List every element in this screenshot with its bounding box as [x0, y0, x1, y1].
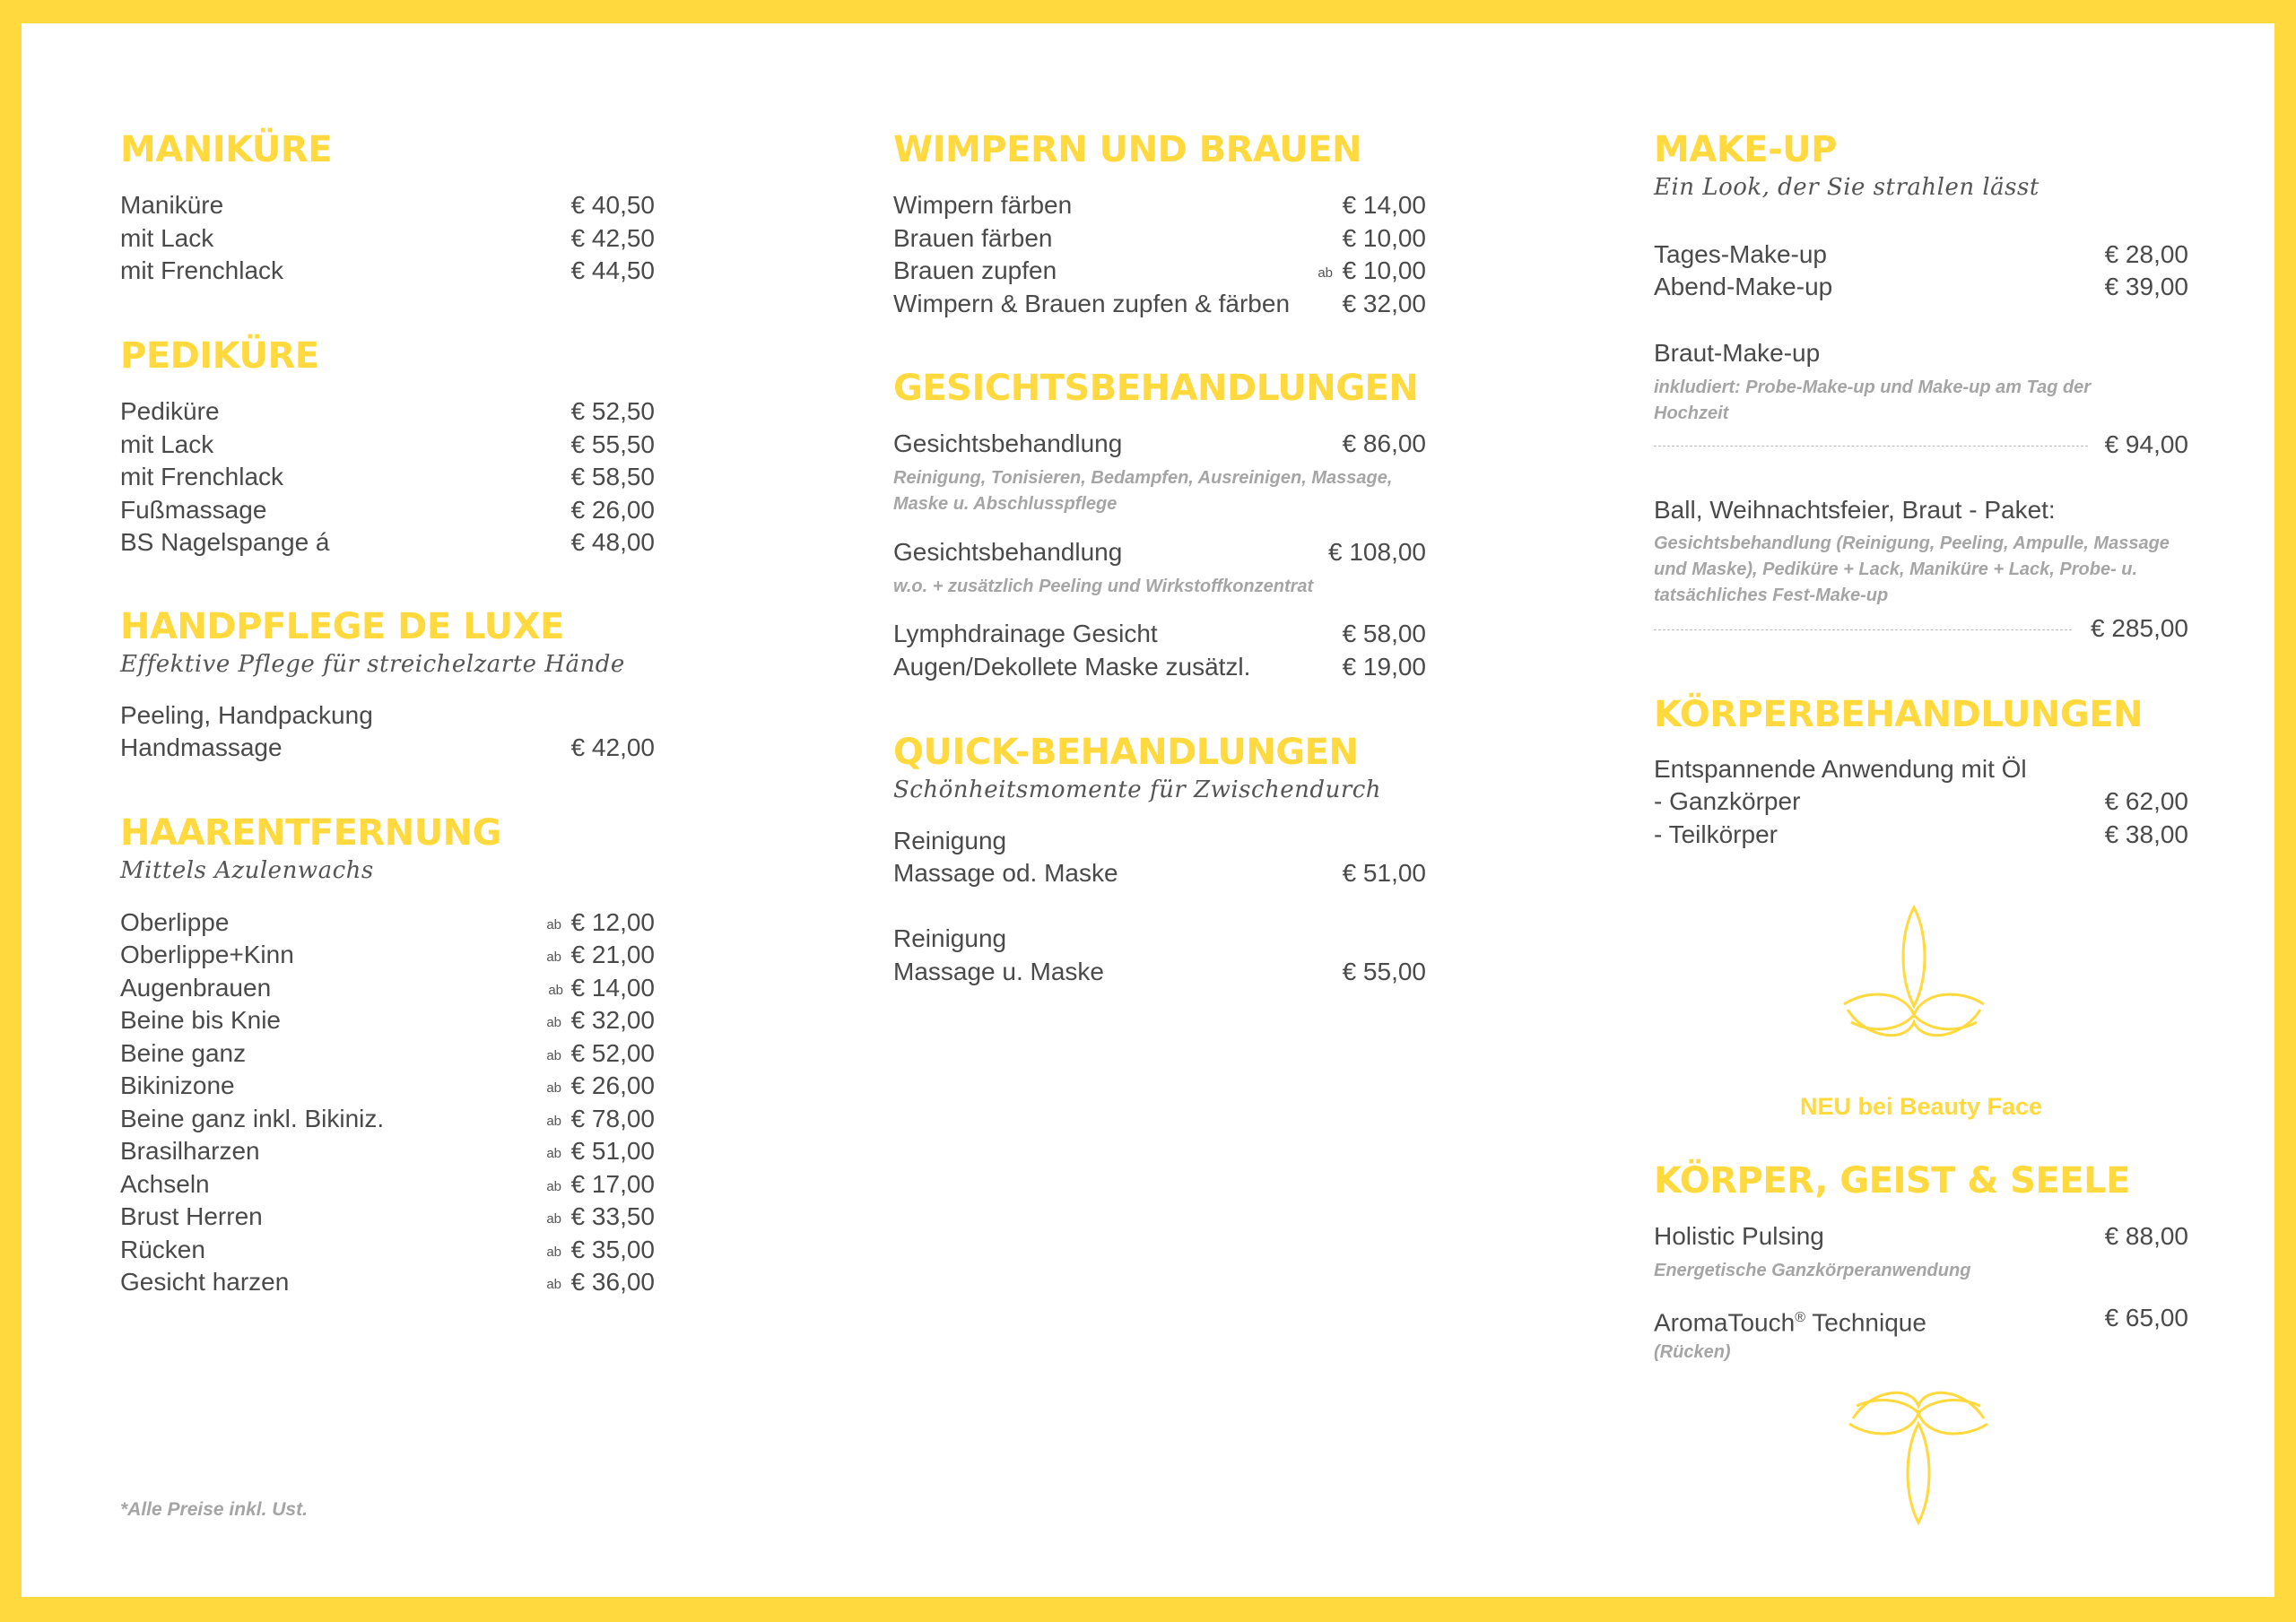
item-note: Reinigung, Tonisieren, Bedampfen, Ausreinigen, Massage, Maske u. Abschlusspflege	[893, 468, 1393, 514]
section-title-seele: KÖRPER, GEIST & SEELE	[1654, 1160, 2130, 1201]
section-title-handpflege: HANDPFLEGE DE LUXE	[120, 606, 564, 647]
price-row	[120, 1103, 655, 1135]
item-name: Brauen färben	[893, 224, 1053, 252]
item-price: € 58,00	[1342, 620, 1426, 647]
item-name: mit Lack	[120, 430, 214, 458]
item-price: € 14,00	[570, 974, 655, 1002]
item-note: (Rücken)	[1654, 1342, 1731, 1362]
price-row	[120, 699, 655, 732]
item-price: € 38,00	[2104, 820, 2188, 848]
item-price: € 42,50	[570, 224, 655, 252]
item-name: Ball, Weihnachtsfeier, Braut - Paket:	[1654, 496, 2056, 524]
price-row	[893, 618, 1426, 650]
item-name: Gesichtsbehandlung	[893, 538, 1123, 566]
item-price: € 10,00	[1342, 256, 1426, 284]
item-name: Massage od. Maske	[893, 859, 1118, 887]
item-name: Achseln	[120, 1170, 210, 1198]
item-price: € 33,50	[570, 1202, 655, 1230]
new-badge-text: NEU bei Beauty Face	[1799, 1093, 2043, 1120]
price-row	[1654, 612, 2188, 645]
price-row	[120, 461, 655, 493]
price-row	[120, 972, 655, 1004]
item-name: Handmassage	[120, 733, 283, 761]
price-row	[1654, 337, 2188, 369]
ab-label: ab	[546, 1048, 561, 1063]
item-price: € 35,00	[570, 1236, 655, 1263]
price-row	[120, 1070, 655, 1102]
item-price: € 39,00	[2104, 273, 2188, 300]
item-name: Oberlippe	[120, 908, 230, 936]
price-row	[120, 395, 655, 428]
lotus-inverted-icon	[1844, 1379, 1993, 1526]
footnote: *Alle Preise inkl. Ust.	[120, 1499, 308, 1520]
item-name: Brasilharzen	[120, 1137, 260, 1165]
item-name: mit Frenchlack	[120, 463, 284, 490]
item-name: Beine ganz	[120, 1039, 247, 1067]
item-price: € 10,00	[1342, 224, 1426, 252]
item-name: Wimpern & Brauen zupfen & färben	[893, 290, 1291, 317]
price-row	[1654, 271, 2188, 303]
price-row	[893, 857, 1426, 889]
price-row	[120, 1234, 655, 1266]
price-row	[120, 1004, 655, 1037]
item-name: Peeling, Handpackung	[120, 701, 373, 729]
item-price: € 62,00	[2104, 787, 2188, 815]
section-title-haarentfernung: HAARENTFERNUNG	[120, 812, 501, 854]
price-row	[893, 288, 1426, 320]
section-title-manikuere: MANIKÜRE	[120, 129, 333, 170]
item-note: w.o. + zusätzlich Peeling und Wirkstoffkonzentrat	[893, 577, 1314, 596]
price-row	[120, 1135, 655, 1167]
price-row	[893, 923, 1426, 955]
item-name: Abend-Make-up	[1654, 273, 1833, 300]
ab-label: ab	[546, 917, 561, 932]
item-price: € 21,00	[570, 941, 655, 968]
price-row	[1654, 819, 2188, 851]
section-subtitle: Mittels Azulenwachs	[120, 857, 374, 884]
item-price: € 40,50	[570, 191, 655, 219]
price-row	[120, 222, 655, 255]
price-row	[893, 956, 1426, 988]
price-row	[893, 825, 1426, 857]
ab-label: ab	[546, 1277, 561, 1292]
price-row	[893, 428, 1426, 460]
item-price: € 86,00	[1342, 429, 1426, 457]
price-row	[1654, 785, 2188, 818]
item-price: € 26,00	[570, 1071, 655, 1099]
price-row	[120, 429, 655, 461]
price-row	[1654, 1302, 2188, 1337]
item-name: Brauen zupfen	[893, 256, 1057, 284]
price-row	[120, 1168, 655, 1201]
item-price: € 32,00	[570, 1006, 655, 1034]
item-price: € 55,50	[570, 430, 655, 458]
item-price: € 78,00	[570, 1105, 655, 1132]
item-price: € 55,00	[1342, 958, 1426, 985]
price-row	[893, 189, 1426, 221]
item-name: Tages-Make-up	[1654, 240, 1827, 268]
lotus-icon	[1839, 904, 1989, 1049]
section-title-wimpern: WIMPERN UND BRAUEN	[893, 129, 1362, 170]
item-price: € 12,00	[570, 908, 655, 936]
price-row	[120, 732, 655, 764]
section-title-quick: QUICK-BEHANDLUNGEN	[893, 732, 1359, 773]
price-row	[893, 536, 1426, 568]
item-name: Maniküre	[120, 191, 224, 219]
item-name: Pediküre	[120, 397, 220, 425]
price-row	[120, 255, 655, 287]
ab-label: ab	[546, 1179, 561, 1194]
item-note: Gesichtsbehandlung (Reinigung, Peeling, Ampulle, Massage und Maske), Pediküre + Lack, Maniküre + Lack, Probe- u. tatsächliches Fest-Make-up	[1654, 533, 2170, 605]
item-name: Holistic Pulsing	[1654, 1222, 1824, 1250]
item-price: € 58,50	[570, 463, 655, 490]
item-name: Massage u. Maske	[893, 958, 1104, 985]
price-row	[120, 1266, 655, 1298]
ab-label: ab	[546, 1114, 561, 1129]
price-row	[1654, 239, 2188, 271]
price-row	[120, 939, 655, 971]
price-row	[120, 494, 655, 526]
item-name: Bikinizone	[120, 1071, 235, 1099]
item-name: mit Frenchlack	[120, 256, 284, 284]
item-name: BS Nagelspange á	[120, 528, 330, 556]
item-price: € 285,00	[2091, 614, 2188, 642]
price-row	[1654, 1220, 2188, 1253]
item-name: Rücken	[120, 1236, 205, 1263]
item-price: € 44,50	[570, 256, 655, 284]
item-price: € 14,00	[1342, 191, 1426, 219]
item-name: Reinigung	[893, 827, 1007, 854]
ab-label: ab	[546, 1146, 561, 1161]
price-row	[120, 526, 655, 559]
item-name: Augen/Dekollete Maske zusätzl.	[893, 653, 1251, 681]
item-name: Oberlippe+Kinn	[120, 941, 294, 968]
item-price: € 94,00	[2104, 430, 2188, 458]
item-name-main: AromaTouch	[1654, 1308, 1796, 1337]
price-row	[893, 255, 1426, 287]
price-row	[1654, 753, 2188, 785]
section-title-pedikuere: PEDIKÜRE	[120, 335, 319, 377]
price-row	[120, 1037, 655, 1070]
ab-label: ab	[546, 1015, 561, 1030]
registered-mark: ®	[1795, 1310, 1805, 1325]
item-price: € 108,00	[1328, 538, 1426, 566]
item-name: Augenbrauen	[120, 974, 272, 1002]
price-row	[120, 189, 655, 221]
ab-label: ab	[546, 1080, 561, 1096]
price-row	[120, 1201, 655, 1233]
item-price: € 36,00	[570, 1268, 655, 1296]
ab-label: ab	[546, 1245, 561, 1260]
item-price: € 19,00	[1342, 653, 1426, 681]
item-name: Lymphdrainage Gesicht	[893, 620, 1158, 647]
item-name	[1654, 1302, 1926, 1339]
item-name-suffix: Technique	[1805, 1308, 1926, 1337]
item-name: Wimpern färben	[893, 191, 1073, 219]
item-name: Beine bis Knie	[120, 1006, 282, 1034]
ab-label: ab	[546, 950, 561, 965]
item-name: Reinigung	[893, 924, 1007, 952]
item-price: € 48,00	[570, 528, 655, 556]
section-title-koerper: KÖRPERBEHANDLUNGEN	[1654, 694, 2144, 735]
item-price: € 51,00	[570, 1137, 655, 1165]
item-note: inkludiert: Probe-Make-up und Make-up am Tag der Hochzeit	[1654, 377, 2092, 423]
item-name: Braut-Make-up	[1654, 339, 1821, 367]
item-price: € 28,00	[2104, 240, 2188, 268]
section-title-makeup: MAKE-UP	[1654, 129, 1837, 170]
item-name: Beine ganz inkl. Bikiniz.	[120, 1105, 385, 1132]
price-row	[1654, 494, 2188, 526]
price-row	[1654, 429, 2188, 461]
item-name: - Ganzkörper	[1654, 787, 1801, 815]
item-price: € 52,00	[570, 1039, 655, 1067]
item-name: Gesichtsbehandlung	[893, 429, 1123, 457]
item-name: Gesicht harzen	[120, 1268, 290, 1296]
ab-label: ab	[546, 1211, 561, 1227]
price-row	[120, 906, 655, 939]
item-price: € 42,00	[570, 733, 655, 761]
item-price: € 17,00	[570, 1170, 655, 1198]
item-note: Energetische Ganzkörperanwendung	[1654, 1261, 1971, 1280]
item-price: € 51,00	[1342, 859, 1426, 887]
item-price: € 26,00	[570, 496, 655, 524]
item-name: - Teilkörper	[1654, 820, 1778, 848]
section-subtitle: Effektive Pflege für streichelzarte Hände	[120, 651, 625, 678]
item-name: Entspannende Anwendung mit Öl	[1654, 755, 2027, 783]
section-title-gesicht: GESICHTSBEHANDLUNGEN	[893, 368, 1419, 409]
item-price: € 32,00	[1342, 290, 1426, 317]
item-price: € 65,00	[2104, 1304, 2188, 1331]
item-name: mit Lack	[120, 224, 214, 252]
price-row	[893, 222, 1426, 255]
section-subtitle: Schönheitsmomente für Zwischendurch	[893, 776, 1382, 803]
item-price: € 52,50	[570, 397, 655, 425]
price-row	[893, 651, 1426, 683]
ab-label: ab	[548, 983, 563, 998]
item-price: € 88,00	[2104, 1222, 2188, 1250]
item-name: Brust Herren	[120, 1202, 263, 1230]
ab-label: ab	[1318, 265, 1333, 281]
section-subtitle: Ein Look, der Sie strahlen lässt	[1654, 174, 2039, 201]
item-name: Fußmassage	[120, 496, 267, 524]
